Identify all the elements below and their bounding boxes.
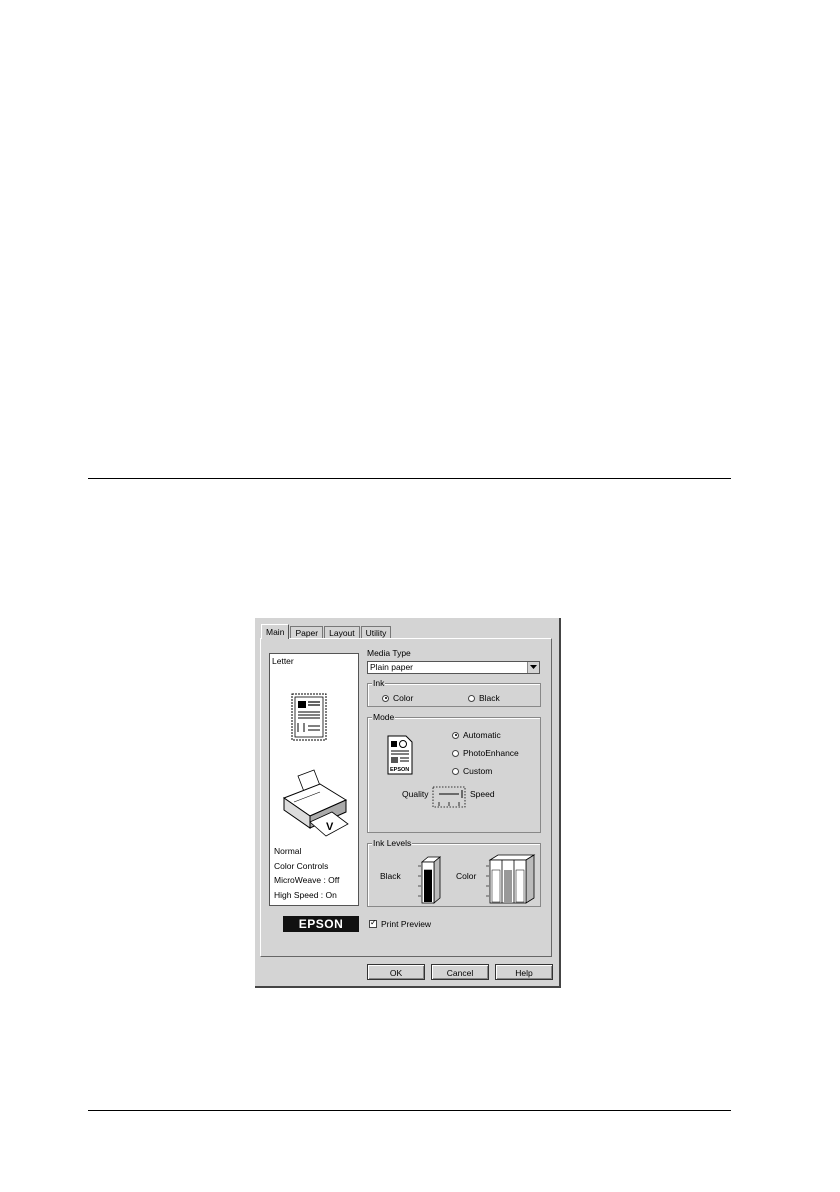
tab-strip [261, 624, 392, 639]
ink-group [367, 678, 541, 707]
printer-properties-dialog [255, 618, 561, 988]
ink-levels-group [367, 838, 541, 907]
print-preview-checkbox[interactable] [369, 919, 431, 929]
paper-size-label: Letter [272, 656, 294, 666]
speed-label: Speed [470, 789, 495, 799]
settings-preview-pane [269, 653, 359, 906]
radio-unselected-icon [468, 695, 475, 702]
tab-utility[interactable]: Utility [361, 626, 392, 639]
black-ink-level-fill [424, 870, 432, 902]
tab-paper[interactable]: Paper [290, 626, 323, 639]
color-ink-label: Color [456, 871, 477, 881]
document-icon [290, 692, 330, 744]
tab-main[interactable]: Main [261, 624, 289, 639]
mode-automatic-radio[interactable] [452, 730, 501, 740]
epson-logo: EPSON [283, 916, 359, 932]
ink-black-radio[interactable] [468, 693, 500, 703]
ink-color-label: Color [393, 693, 414, 703]
settings-summary [274, 844, 339, 902]
media-type-dropdown[interactable] [367, 661, 540, 674]
bottom-divider-rule [88, 1110, 731, 1111]
mode-automatic-label: Automatic [463, 730, 501, 740]
mode-group [367, 712, 541, 833]
print-quality-setting: Normal [274, 846, 302, 856]
media-type-value: Plain paper [370, 662, 414, 672]
color-controls-setting: Color Controls [274, 860, 329, 871]
print-preview-label: Print Preview [381, 919, 432, 929]
microweave-setting: MicroWeave : Off [274, 875, 340, 885]
chevron-down-icon[interactable] [527, 662, 539, 673]
mode-custom-radio[interactable] [452, 766, 492, 776]
mode-icon-label: EPSON [390, 767, 410, 773]
help-button[interactable]: Help [495, 964, 553, 980]
main-tab-panel [260, 638, 552, 957]
mode-icon [386, 734, 414, 776]
black-ink-label: Black [380, 871, 401, 881]
media-type-label: Media Type [367, 648, 411, 658]
ink-legend: Ink [373, 678, 385, 688]
ink-black-label: Black [479, 693, 500, 703]
checkbox-checked-icon [369, 920, 377, 928]
ink-levels-legend: Ink Levels [373, 838, 412, 848]
radio-selected-icon [382, 695, 389, 702]
color-ink-cartridge-icon [486, 854, 536, 904]
mode-legend: Mode [373, 712, 395, 722]
tab-layout[interactable]: Layout [324, 626, 360, 639]
quality-speed-slider[interactable] [432, 786, 466, 808]
ok-button[interactable]: OK [367, 964, 425, 980]
top-divider-rule [88, 478, 731, 479]
svg-text:V: V [326, 821, 334, 833]
radio-unselected-icon [452, 750, 459, 757]
high-speed-setting: High Speed : On [274, 889, 337, 900]
black-ink-cartridge-icon [418, 856, 444, 904]
cancel-button[interactable]: Cancel [431, 964, 489, 980]
yellow-ink-level-fill [516, 870, 524, 902]
printer-icon [280, 766, 350, 838]
radio-selected-icon [452, 732, 459, 739]
mode-custom-label: Custom [463, 766, 493, 776]
magenta-ink-level-fill [504, 870, 512, 902]
ink-color-radio[interactable] [382, 693, 413, 703]
quality-label: Quality [402, 789, 429, 799]
mode-photoenhance-label: PhotoEnhance [463, 748, 519, 758]
radio-unselected-icon [452, 768, 459, 775]
mode-photoenhance-radio[interactable] [452, 748, 519, 758]
cyan-ink-level-fill [492, 870, 500, 902]
